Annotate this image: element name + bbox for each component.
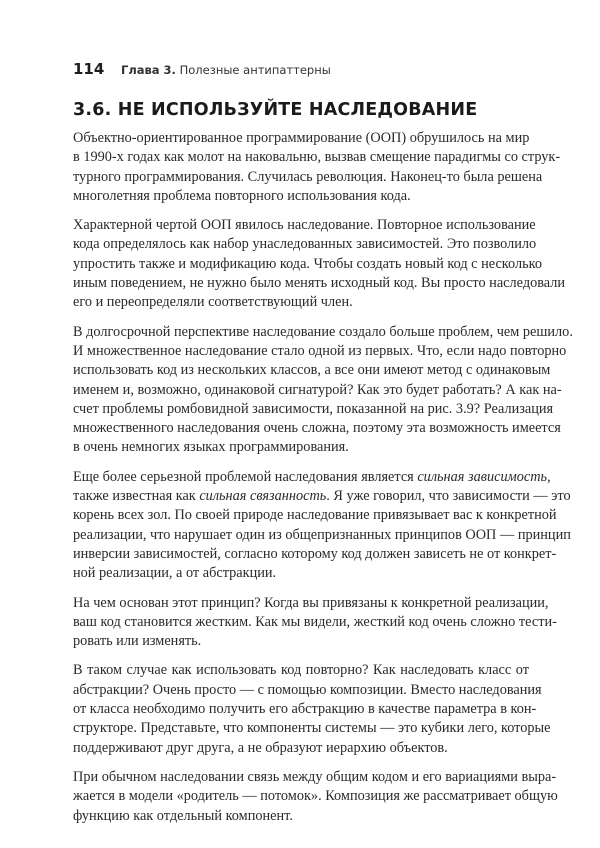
text-line: кода определялось как набор унаследованных зависимостей. Это позволило [73, 236, 537, 253]
paragraph-7 [73, 768, 558, 826]
text-line: счет проблемы ромбовидной зависимости, показанной на рис. 3.9? Реализация [73, 400, 554, 417]
text-run: , [547, 468, 551, 485]
text-line: ной реализации, а от абстракции. [73, 565, 277, 582]
text-line: При обычном наследовании связь между общим кодом и его вариациями выра- [73, 768, 557, 785]
text-line: ровать или изменять. [73, 633, 202, 650]
paragraph-1 [73, 129, 561, 206]
text-line: поддерживают друг друга, а не образуют иерархию объектов. [73, 739, 448, 756]
text-line: абстракции? Очень просто — с помощью композиции. Вместо наследования [73, 681, 542, 698]
text-line: в очень немногих языках программирования. [73, 439, 349, 456]
running-header [73, 59, 331, 78]
chapter-prefix: Глава 3. [121, 63, 176, 77]
emphasis-term: сильная связанность [199, 488, 327, 505]
text-line: турного программирования. Случилась революция. Наконец-то была решена [73, 168, 543, 185]
text-line: его и переопределяли соответствующий член. [73, 294, 353, 311]
text-line: множественного наследования очень сложна, поэтому эта возможность имеется [73, 420, 561, 437]
text-line: структоре. Представьте, что компоненты системы — это кубики лего, которые [73, 720, 551, 737]
text-line: корень всех зол. По своей природе наследование привязывает вас к конкретной [73, 507, 557, 524]
text-line: реализации, что нарушает один из общепризнанных принципов ООП — принцип [73, 526, 571, 543]
section-title: 3.6. НЕ ИСПОЛЬЗУЙТЕ НАСЛЕДОВАНИЕ [73, 100, 478, 120]
text-line: упростить также и модификацию кода. Чтобы создать новый код с несколько [73, 255, 543, 272]
paragraph-3 [73, 323, 573, 458]
page-number: 114 [73, 60, 105, 78]
text-line: иным поведением, не нужно было менять исходный код. Вы просто наследовали [73, 275, 566, 292]
text-run: . Я уже говорил, что зависимости — это [326, 488, 571, 505]
paragraph-4 [73, 468, 571, 584]
emphasis-term: сильная зависимость [417, 468, 548, 485]
text-run: также известная как [73, 488, 200, 505]
paragraph-5 [73, 594, 557, 652]
text-line: именем и, возможно, одинаковой сигнатурой? Как это будет работать? А как на- [73, 381, 562, 398]
text-line: На чем основан этот принцип? Когда вы привязаны к конкретной реализации, [73, 594, 549, 611]
text-line: В долгосрочной перспективе наследование создало больше проблем, чем решило. [73, 323, 573, 340]
text-line [73, 468, 551, 487]
chapter-label [121, 63, 331, 77]
text-line: ваш код становится жестким. Как мы видели, жесткий код очень сложно тести- [73, 613, 557, 630]
text-line: использовать код из нескольких классов, а все они имеют метод с одинаковым [73, 362, 551, 379]
text-line: Характерной чертой ООП явилось наследование. Повторное использование [73, 217, 536, 234]
text-line: в 1990-х годах как молот на наковальню, вызвав смещение парадигмы со струк- [73, 149, 561, 166]
body-text [73, 129, 573, 836]
text-line: функцию как отдельный компонент. [73, 807, 293, 824]
paragraph-6 [73, 661, 551, 757]
text-line: многолетняя проблема повторного использования кода. [73, 187, 411, 204]
text-line: от класса необходимо получить его абстракцию в качестве параметра в кон- [73, 701, 537, 718]
text-line: Объектно-ориентированное программирование (ООП) обрушилось на мир [73, 130, 530, 146]
text-run: Еще более серьезной проблемой наследования является [73, 468, 418, 485]
paragraph-2 [73, 216, 566, 312]
text-line: И множественное наследование стало одной из первых. Что, если надо повторно [73, 342, 567, 359]
text-line: В таком случае как использовать код повторно? Как наследовать класс от [73, 662, 529, 679]
text-line: инверсии зависимостей, согласно которому код должен зависеть не от конкрет- [73, 545, 557, 562]
text-line [73, 487, 571, 506]
text-line: жается в модели «родитель — потомок». Композиция же рассматривает общую [73, 788, 558, 805]
chapter-title: Полезные антипаттерны [179, 63, 331, 77]
